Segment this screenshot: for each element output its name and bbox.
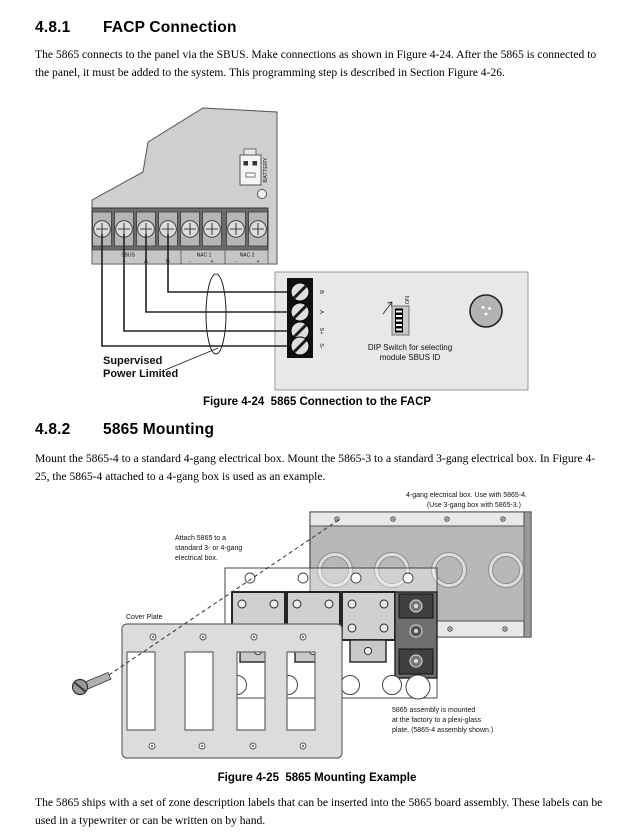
cover-plate-label: Cover Plate <box>126 614 163 621</box>
attach-label-line3: electrical box. <box>175 555 218 562</box>
figure-4-24-diagram <box>0 100 634 396</box>
section-title: FACP Connection <box>103 19 237 36</box>
terminal-sign: + <box>122 259 126 265</box>
box-top-rail <box>310 512 524 526</box>
terminal-sign: B <box>166 259 170 265</box>
figure-4-25-caption: Figure 4-25 5865 Mounting Example <box>217 772 417 784</box>
group-label-nac2: NAC 2 <box>239 252 255 259</box>
section-481-paragraph: The 5865 connects to the panel via the SBUS. Make connections as shown in Figure 4-24. After the 5865 is connected to the panel, it must be added to the system. This programming step is described in Section Figure 4-26. <box>35 48 597 79</box>
module-terminal-label: S+ <box>318 327 324 335</box>
piezo-sounder <box>470 295 502 327</box>
section-heading-482 <box>35 421 214 439</box>
mounting-screw <box>73 673 112 695</box>
terminal-sign: A <box>144 259 148 265</box>
dip-caption-line2: module SBUS ID <box>379 353 441 362</box>
section-482-paragraph: Mount the 5865-4 to a standard 4-gang electrical box. Mount the 5865-3 to a standard 3-gang electrical box. In Figure 4-25, the 5865-4 attached to a 4-gang box is used as an example. <box>35 452 596 483</box>
section-number: 4.8.1 <box>35 19 71 36</box>
figure-4-25-diagram <box>0 488 634 770</box>
attach-label-line1: Attach 5865 to a <box>175 535 226 542</box>
terminal-label-band <box>92 250 268 265</box>
sounder-strip <box>395 592 437 678</box>
closing-paragraph: The 5865 ships with a set of zone description labels that can be inserted into the 5865 board assembly. These labels can be used in a typewriter or can be written on by hand. <box>35 796 603 827</box>
wire-note-line1: Supervised <box>103 355 163 367</box>
dip-caption-line1: DIP Switch for selecting <box>367 343 453 352</box>
wire-bundle-loop <box>206 274 226 354</box>
group-label-nac1: NAC 1 <box>196 252 212 259</box>
facp-panel <box>92 108 277 265</box>
module-terminal-label: A <box>318 310 324 314</box>
dip-on-label: ON <box>405 295 411 305</box>
terminal-sign: + <box>210 259 214 265</box>
assembly-label-line1: 5865 assembly is mounted <box>392 707 476 714</box>
note-leader-line <box>165 348 218 370</box>
gang-box-label-line1: 4-gang electrical box. Use with 5865-4. <box>405 492 527 499</box>
assembly-label-line2: at the factory to a plexi-glass <box>392 717 482 724</box>
assembly-label-line3: plate. (5865-4 assembly shown.) <box>392 727 494 734</box>
attach-label-line2: standard 3- or 4-gang <box>175 545 243 552</box>
panel-mounting-hole <box>258 190 267 199</box>
terminal-sign: + <box>256 259 260 265</box>
module-5865 <box>275 272 528 390</box>
terminal-sign: - <box>189 259 191 265</box>
terminal-sign: - <box>235 259 237 265</box>
group-label-sbus: SBUS <box>121 252 135 259</box>
wire-note-line2: Power Limited <box>103 368 179 380</box>
module-terminal-label: B <box>318 290 324 294</box>
section-title: 5865 Mounting <box>103 421 215 438</box>
section-heading-481 <box>35 19 237 37</box>
figure-4-24-caption: Figure 4-24 5865 Connection to the FACP <box>202 396 432 408</box>
module-terminal-label: S- <box>318 343 324 349</box>
section-number: 4.8.2 <box>35 421 71 438</box>
gang-box-label-line2: (Use 3-gang box with 5865-3.) <box>426 502 521 509</box>
terminal-sign: - <box>101 259 103 265</box>
battery-label: BATTERY <box>263 157 269 183</box>
